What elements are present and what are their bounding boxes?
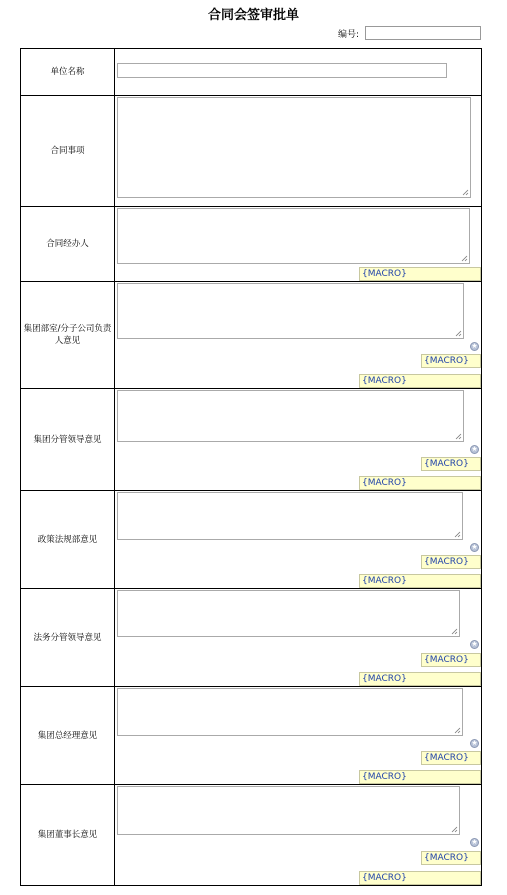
resize-handle-icon[interactable] bbox=[451, 628, 458, 635]
page-title: 合同会签审批单 bbox=[207, 8, 299, 23]
row-label: 政策法规部意见 bbox=[21, 491, 115, 588]
resize-handle-icon[interactable] bbox=[462, 189, 469, 196]
row-dept-opinion bbox=[21, 282, 481, 389]
number-label: 编号: bbox=[337, 29, 359, 40]
row-unit-name bbox=[21, 49, 481, 96]
row-label: 合同事项 bbox=[21, 96, 115, 206]
row-label: 集团分管领导意见 bbox=[21, 389, 115, 490]
star-icon[interactable]: ★ bbox=[471, 342, 478, 350]
row-label: 法务分管领导意见 bbox=[21, 589, 115, 686]
star-icon[interactable]: ★ bbox=[471, 640, 478, 648]
row-label: 集团部室/分子公司负责人意见 bbox=[21, 282, 115, 388]
resize-handle-icon[interactable] bbox=[455, 330, 462, 337]
opinion-textarea[interactable] bbox=[117, 283, 464, 339]
macro-field[interactable]: {MACRO} bbox=[359, 476, 481, 490]
number-row bbox=[338, 26, 481, 40]
resize-handle-icon[interactable] bbox=[451, 826, 458, 833]
star-icon[interactable]: ★ bbox=[471, 445, 478, 453]
row-policy-dept-opinion bbox=[21, 491, 481, 589]
macro-field[interactable]: {MACRO} bbox=[359, 374, 481, 388]
row-label: 集团董事长意见 bbox=[21, 785, 115, 885]
macro-field[interactable]: {MACRO} bbox=[359, 672, 481, 686]
macro-field[interactable]: {MACRO} bbox=[421, 354, 481, 368]
row-gm-opinion bbox=[21, 687, 481, 785]
row-group-leader-opinion bbox=[21, 389, 481, 491]
macro-field[interactable]: {MACRO} bbox=[421, 751, 481, 765]
row-chairman-opinion bbox=[21, 785, 481, 885]
macro-field[interactable]: {MACRO} bbox=[359, 871, 481, 885]
row-label: 集团总经理意见 bbox=[21, 687, 115, 784]
resize-handle-icon[interactable] bbox=[454, 531, 461, 538]
approval-form bbox=[20, 48, 482, 886]
contract-matter-textarea[interactable] bbox=[117, 97, 471, 198]
macro-field[interactable]: {MACRO} bbox=[421, 851, 481, 865]
row-contract-matter bbox=[21, 96, 481, 207]
resize-handle-icon[interactable] bbox=[455, 433, 462, 440]
opinion-textarea[interactable] bbox=[117, 390, 464, 442]
opinion-textarea[interactable] bbox=[117, 786, 460, 835]
star-icon[interactable]: ★ bbox=[471, 543, 478, 551]
row-legal-leader-opinion bbox=[21, 589, 481, 687]
macro-field[interactable]: {MACRO} bbox=[359, 267, 481, 281]
opinion-textarea[interactable] bbox=[117, 590, 460, 637]
macro-field[interactable]: {MACRO} bbox=[359, 574, 481, 588]
unit-name-input[interactable] bbox=[117, 63, 447, 78]
row-label: 单位名称 bbox=[21, 49, 115, 95]
opinion-textarea[interactable] bbox=[117, 688, 463, 736]
row-label: 合同经办人 bbox=[21, 207, 115, 281]
macro-field[interactable]: {MACRO} bbox=[421, 457, 481, 471]
macro-field[interactable]: {MACRO} bbox=[359, 770, 481, 784]
number-input[interactable] bbox=[365, 26, 481, 40]
star-icon[interactable]: ★ bbox=[471, 739, 478, 747]
row-contract-handler bbox=[21, 207, 481, 282]
macro-field[interactable]: {MACRO} bbox=[421, 653, 481, 667]
contract-handler-textarea[interactable] bbox=[117, 208, 470, 264]
resize-handle-icon[interactable] bbox=[454, 727, 461, 734]
star-icon[interactable]: ★ bbox=[471, 838, 478, 846]
macro-field[interactable]: {MACRO} bbox=[421, 555, 481, 569]
resize-handle-icon[interactable] bbox=[461, 255, 468, 262]
opinion-textarea[interactable] bbox=[117, 492, 463, 540]
